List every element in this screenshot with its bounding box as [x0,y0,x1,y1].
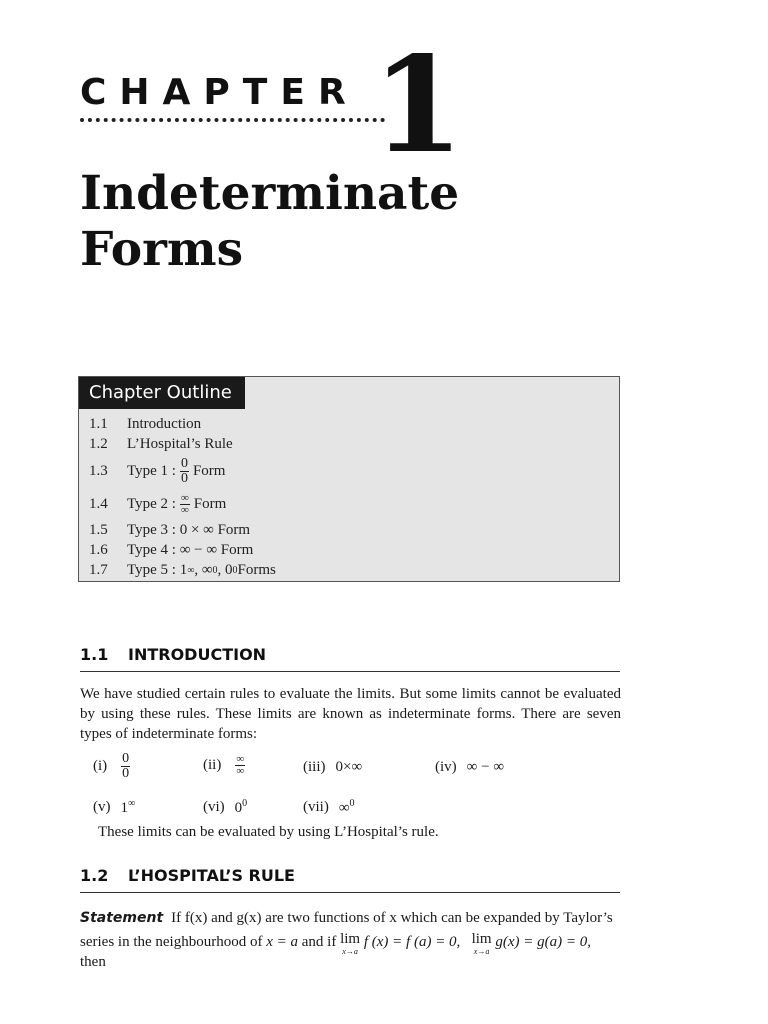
outline-item-mid: , ∞ [194,561,213,578]
fraction [180,457,189,486]
fraction [121,752,130,781]
outline-item-number: 1.2 [89,435,108,452]
type-label: (ii) [203,757,222,773]
exponent: ∞ [187,564,195,576]
type-expression: ∞ − ∞ [466,759,505,775]
indeterminate-type [203,754,249,777]
statement-text: and if [301,934,337,950]
statement-text: If f(x) and g(x) are two functions of x which can be expanded by Taylor’s [171,910,613,926]
outline-item-text: L’Hospital’s Rule [127,435,233,452]
outline-item-suffix: Form [193,495,227,512]
type-label: (v) [93,799,111,815]
section-title: L’HOSPITAL’S RULE [128,866,295,885]
outline-item-mid: , 0 [217,561,233,578]
outline-item[interactable] [89,540,609,560]
statement-math: g(x) = g(a) = 0, [495,934,591,950]
outline-item-number: 1.7 [89,561,108,578]
outline-item-text: Introduction [127,415,202,432]
statement-label: Statement [80,910,164,926]
outline-item-text [127,493,226,516]
indeterminate-type [203,798,247,817]
outline-item-text: Type 4 : ∞ − ∞ Form [127,541,254,558]
fraction-denominator: 0 [180,470,188,486]
outline-list [89,414,609,580]
outline-item[interactable] [89,414,609,434]
outline-item[interactable] [89,454,609,488]
section-heading-introduction [80,645,620,664]
chapter-title-line-2: Forms [80,222,244,277]
outline-item-suffix: Form [192,462,226,479]
outline-header: Chapter Outline [79,377,245,409]
outline-item[interactable] [89,434,609,454]
indeterminate-type [303,759,362,776]
chapter-label: CHAPTER [80,72,359,113]
section-number: 1.1 [80,645,109,664]
fraction-numerator: ∞ [236,753,245,765]
fraction-denominator: ∞ [236,765,245,777]
exponent: ∞ [128,798,136,809]
type-label: (iv) [435,759,457,775]
fraction-numerator: ∞ [180,491,189,504]
indeterminate-type [93,752,134,781]
type-label: (vii) [303,799,329,815]
introduction-closing: These limits can be evaluated by using L’Hospital’s rule. [98,824,439,840]
section-title: INTRODUCTION [128,645,267,664]
fraction [180,493,190,516]
exponent: 0 [232,564,238,576]
chapter-outline-box [78,376,620,582]
section-heading-lhospital [80,866,620,885]
outline-item-text [127,457,225,486]
outline-item-number: 1.5 [89,521,108,538]
outline-item-prefix: Type 1 : [127,462,176,479]
fraction-denominator: 0 [122,766,130,781]
outline-item-number: 1.1 [89,415,108,432]
section-rule [80,892,620,893]
outline-item[interactable] [89,488,609,520]
fraction-numerator: 0 [122,751,130,766]
chapter-title [80,166,600,278]
indeterminate-type [303,798,355,817]
statement-line-1 [80,908,621,928]
limit-operator: lim x→a [471,931,492,956]
exponent: 0 [349,798,355,809]
outline-item[interactable] [89,560,609,580]
outline-item-prefix: Type 5 : 1 [127,561,188,578]
fraction [235,754,245,777]
exponent: 0 [212,564,218,576]
type-label: (vi) [203,799,225,815]
section-number: 1.2 [80,866,109,885]
type-expression: 1∞ [120,798,136,816]
chapter-number: 1 [372,28,464,183]
statement-line-3: then [80,954,106,970]
type-expression: $0^0$ [234,798,248,816]
outline-item-prefix: Type 2 : [127,495,176,512]
outline-item[interactable] [89,520,609,540]
limit-operator: lim x→a [340,931,361,956]
statement-math: f (x) = f (a) = 0, [363,934,461,950]
fraction-numerator: 0 [180,455,188,471]
type-expression: ∞$^0$ [338,798,355,816]
indeterminate-type [93,798,135,817]
exponent: 0 [242,798,248,809]
introduction-paragraph: We have studied certain rules to evaluate the limits. But some limits cannot be evaluated by using these rules. These limits are known as indeterminate forms. There are seven types of indeterminate forms: [80,686,621,742]
chapter-dotted-rule [80,118,385,122]
indeterminate-type [435,759,504,776]
outline-item-text [127,562,276,579]
statement-math: x = a [266,934,298,950]
outline-item-suffix: Forms [237,561,276,578]
fraction-denominator: ∞ [180,503,189,516]
outline-item-number: 1.4 [89,495,108,512]
section-rule [80,671,620,672]
outline-item-number: 1.6 [89,541,108,558]
outline-item-text: Type 3 : 0 × ∞ Form [127,521,251,538]
type-label: (iii) [303,759,326,775]
statement-text: series in the neighbourhood of [80,934,263,950]
type-label: (i) [93,758,108,774]
outline-item-number: 1.3 [89,462,108,479]
chapter-title-line-1: Indeterminate [80,166,460,221]
type-expression: 0×∞ [335,759,363,775]
